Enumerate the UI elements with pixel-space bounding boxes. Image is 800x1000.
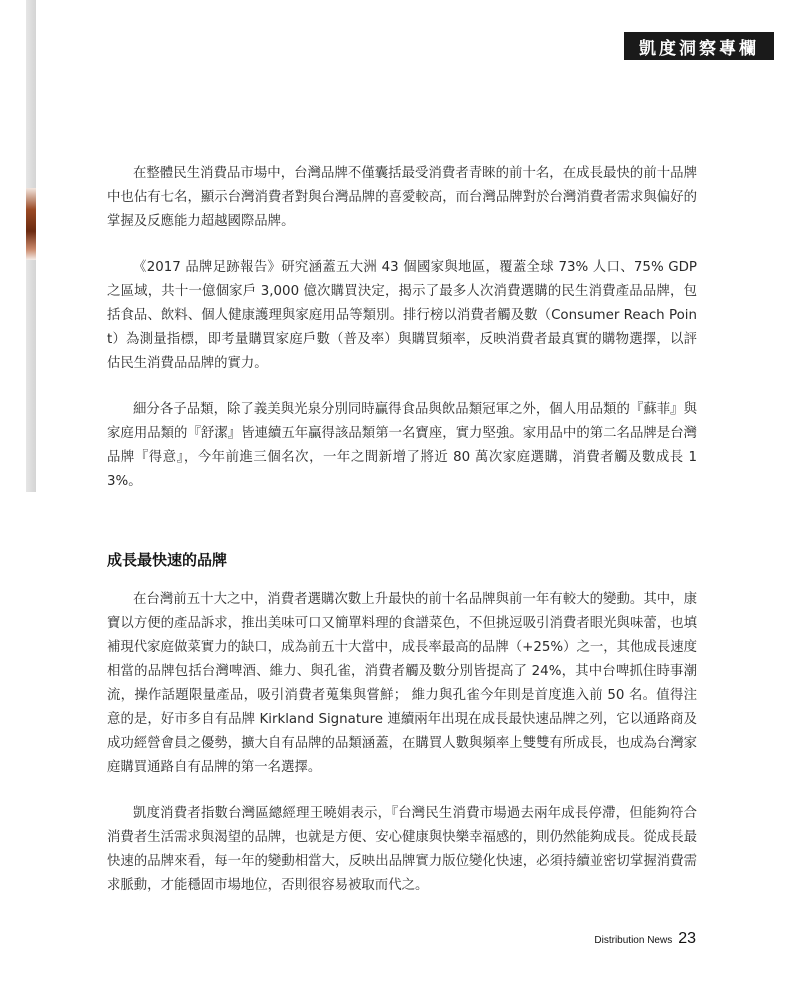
paragraph-intro-3: 細分各子品類，除了義美與光泉分別同時贏得食品與飲品類冠軍之外，個人用品類的『蘇菲』與家庭用品類的『舒潔』皆連續五年贏得該品類第一名寶座，實力堅強。家用品中的第二名品牌是台灣品牌『得意』，今年前進三個名次，一年之間新增了將近 80 萬次家庭選購，消費者觸及數成長 13%。 <box>107 402 697 489</box>
left-edge-photo-fragment <box>26 188 36 260</box>
paragraph-intro-2: 《2017 品牌足跡報告》研究涵蓋五大洲 43 個國家與地區，覆蓋全球 73% 人口、75% GDP 之區域，共十一億個家戶 3,000 億次購買決定，揭示了最多人次消費選購的民生消費產品品牌，包括食品、飲料、個人健康護理與家庭用品等類別。排行榜以消費者觸及數（Consumer Reach Point）為測量指標，即考量購買家庭戶數（普及率）與購買頻率，反映消費者最真實的購物選擇，以評估民生消費品品牌的實力。 <box>107 260 697 371</box>
section-heading: 成長最快速的品牌 <box>107 551 228 569</box>
page-number: 23 <box>678 930 696 947</box>
column-title-banner <box>624 32 774 60</box>
paragraph-section-1: 在台灣前五十大之中，消費者選購次數上升最快的前十名品牌與前一年有較大的變動。其中，康寶以方便的產品訴求，推出美味可口又簡單料理的食譜菜色，不但挑逗吸引消費者眼光與味蕾，也填補現代家庭做菜實力的缺口，成為前五十大當中，成長率最高的品牌（+25%）之一，其他成長速度相當的品牌包括台灣啤酒、維力、與孔雀，消費者觸及數分別皆提高了 24%，其中台啤抓住時事潮流，操作話題限量產品，吸引消費者蒐集與嘗鮮； 維力與孔雀今年則是首度進入前 50 名。值得注意的是，好市多自有品牌 Kirkland Signature 連續兩年出現在成長最快速品牌之列，它以通路商及成功經營會員之優勢，擴大自有品牌的品類涵蓋，在購買人數與頻率上雙雙有所成長，也成為台灣家庭購買通路自有品牌的第一名選擇。 <box>107 592 697 775</box>
page-footer <box>594 930 696 948</box>
publication-name: Distribution News <box>594 935 673 946</box>
article-body <box>107 162 697 898</box>
paragraph-section-2: 凱度消費者指數台灣區總經理王曉娟表示，『台灣民生消費市場過去兩年成長停滯，但能夠符合消費者生活需求與渴望的品牌，也就是方便、安心健康與快樂幸福感的，則仍然能夠成長。從成長最快速的品牌來看，每一年的變動相當大，反映出品牌實力版位變化快速，必須持續並密切掌握消費需求脈動，才能穩固市場地位，否則很容易被取而代之。 <box>107 806 697 893</box>
paragraph-intro-1: 在整體民生消費品市場中，台灣品牌不僅囊括最受消費者青睞的前十名，在成長最快的前十品牌中也佔有七名，顯示台灣消費者對與台灣品牌的喜愛較高，而台灣品牌對於台灣消費者需求與偏好的掌握及反應能力超越國際品牌。 <box>107 166 697 229</box>
column-title: 凱度洞察專欄 <box>639 38 759 59</box>
